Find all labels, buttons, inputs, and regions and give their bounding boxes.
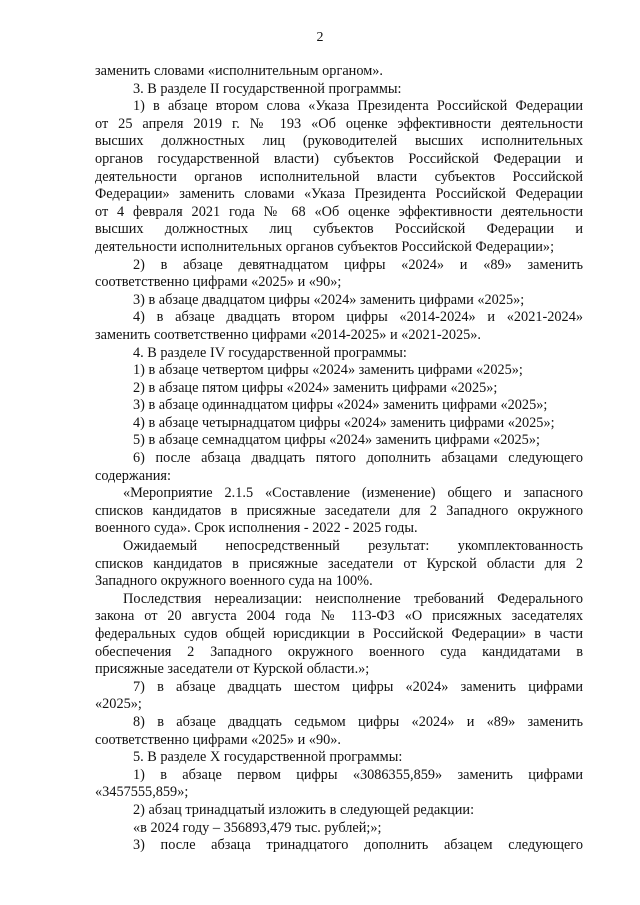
text-line: высших должностных лиц субъектов Российской Федерации и — [95, 221, 583, 238]
text-line: 7) в абзаце двадцать шестом цифры «2024» заменить цифрами — [133, 678, 583, 695]
text-line: содержания: — [95, 467, 171, 484]
text-line: 3) в абзаце одиннадцатом цифры «2024» заменить цифрами «2025»; — [133, 397, 548, 414]
text-line: военного суда». Срок исполнения - 2022 - 2025 годы. — [95, 520, 418, 537]
text-line: заменить словами «исполнительным органом». — [95, 63, 383, 79]
text-line: «в 2024 году – 356893,479 тыс. рублей;»; — [133, 819, 382, 836]
text-line: 1) в абзаце втором слова «Указа Президента Российской Федерации — [133, 98, 583, 115]
text-line: 4) в абзаце четырнадцатом цифры «2024» заменить цифрами «2025»; — [133, 414, 555, 431]
text-line: 2) в абзаце девятнадцатом цифры «2024» и «89» заменить — [133, 256, 583, 273]
text-line: 2) абзац тринадцатый изложить в следующей редакции: — [133, 801, 475, 818]
text-line: 8) в абзаце двадцать седьмом цифры «2024» и «89» заменить — [133, 713, 583, 730]
text-line: списков кандидатов в присяжные заседатели от Курской области для 2 — [95, 555, 583, 572]
text-line: 5. В разделе X государственной программы: — [133, 749, 403, 766]
text-line: Федерации» заменить словами «Указа Президента Российской Федерации — [95, 186, 583, 203]
text-line: от 25 апреля 2019 г. № 193 «Об оценке эффективности деятельности — [95, 115, 583, 132]
text-line: 6) после абзаца двадцать пятого дополнить абзацами следующего — [133, 450, 583, 467]
text-line: Ожидаемый непосредственный результат: укомплектованность — [123, 538, 583, 555]
text-line: органов государственной власти) субъектов Российской Федерации и — [95, 150, 583, 167]
text-line: обеспечения 2 Западного окружного военного суда кандидатами в — [95, 643, 583, 660]
text-line: 2) в абзаце пятом цифры «2024» заменить цифрами «2025»; — [133, 379, 498, 396]
text-line: «2025»; — [95, 696, 142, 713]
text-line: 1) в абзаце четвертом цифры «2024» заменить цифрами «2025»; — [133, 362, 523, 379]
text-line: заменить соответственно цифрами «2014-2025» и «2021-2025». — [95, 326, 481, 343]
document-body — [95, 63, 583, 855]
text-line: 3) после абзаца тринадцатого дополнить абзацем следующего — [133, 837, 583, 854]
text-line: 3. В разделе II государственной программы: — [133, 80, 402, 97]
text-line: соответственно цифрами «2025» и «90»; — [95, 274, 342, 291]
text-line: присяжные заседатели от Курской области.»; — [95, 661, 370, 678]
text-line: деятельности органов исполнительной власти субъектов Российской — [95, 168, 583, 185]
text-line: 3) в абзаце двадцатом цифры «2024» заменить цифрами «2025»; — [133, 291, 525, 308]
text-line: высших должностных лиц (руководителей высших исполнительных — [95, 133, 583, 150]
text-line: 5) в абзаце семнадцатом цифры «2024» заменить цифрами «2025»; — [133, 432, 540, 449]
text-line: 4) в абзаце двадцать втором цифры «2014-2024» и «2021-2024» — [133, 309, 583, 326]
text-line: «Мероприятие 2.1.5 «Составление (изменение) общего и запасного — [123, 485, 583, 502]
text-line: соответственно цифрами «2025» и «90». — [95, 731, 341, 748]
text-line: Последствия нереализации: неисполнение требований Федерального — [123, 590, 583, 607]
text-line: от 4 февраля 2021 года № 68 «Об оценке эффективности деятельности — [95, 203, 583, 220]
text-line: списков кандидатов в присяжные заседатели для 2 Западного окружного — [95, 502, 583, 519]
text-line: 4. В разделе IV государственной программы: — [133, 344, 407, 361]
text-line: 1) в абзаце первом цифры «3086355,859» заменить цифрами — [133, 766, 583, 783]
text-line: Западного окружного военного суда на 100%. — [95, 573, 373, 590]
page-number: 2 — [316, 30, 324, 45]
text-line: федеральных судов общей юрисдикции в Российской Федерации» в части — [95, 626, 583, 642]
text-line: «3457555,859»; — [95, 784, 189, 801]
text-line: закона от 20 августа 2004 года № 113-ФЗ «О присяжных заседателях — [95, 608, 583, 625]
text-line: деятельности исполнительных органов субъектов Российской Федерации»; — [95, 238, 555, 255]
